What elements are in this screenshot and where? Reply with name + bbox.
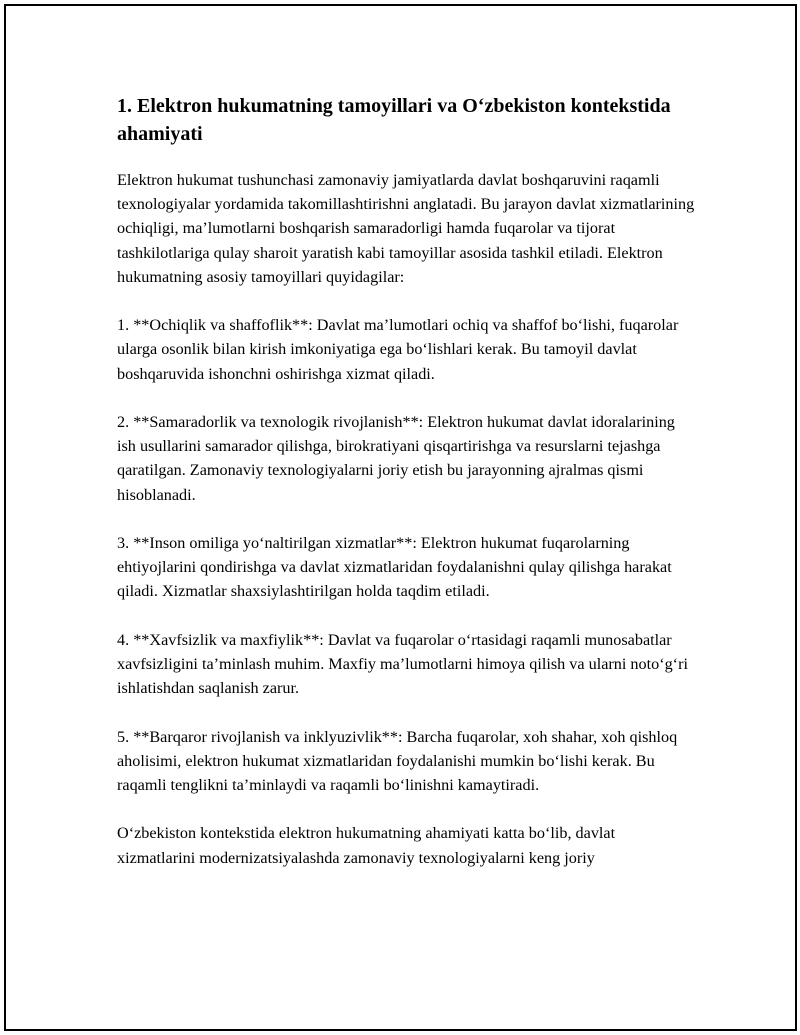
principle-efficiency-paragraph: 2. **Samaradorlik va texnologik rivojlanish**: Elektron hukumat davlat idoralarining ish usullarini samarador qilishga, birokratiyani qisqartirishga va resurslarni tejashga qaratilgan. Zamonaviy texnologiyalarni joriy etish bu jarayonning ajralmas qismi hisoblanadi. — [117, 413, 675, 504]
principle-citizen-services-paragraph: 3. **Inson omiliga yo‘naltirilgan xizmatlar**: Elektron hukumat fuqarolarning ehtiyojlarini qondirishga va davlat xizmatlaridan foydalanishni qulay qilishga harakat qiladi. Xizmatlar shaxsiylashtirilgan holda taqdim etiladi. — [117, 534, 672, 601]
principle-inclusivity-paragraph: 5. **Barqaror rivojlanish va inklyuzivlik**: Barcha fuqarolar, xoh shahar, xoh qishloq aholisimi, elektron hukumat xizmatlaridan foydalanishi mumkin bo‘lishi kerak. Bu raqamli tenglikni ta’minlaydi va raqamli bo‘linishni kamaytiradi. — [117, 727, 678, 794]
uzbekistan-context-paragraph: O‘zbekiston kontekstida elektron hukumatning ahamiyati katta bo‘lib, davlat xizmatlarini modernizatsiyalashda zamonaviy texnologiyalarni keng joriy — [117, 824, 616, 867]
section-heading: 1. Elektron hukumatning tamoyillari va O‘zbekiston kontekstida ahamiyati — [117, 95, 671, 145]
principle-security-paragraph: 4. **Xavfsizlik va maxfiylik**: Davlat va fuqarolar o‘rtasidagi raqamli munosabatlar xavfsizligini ta’minlash muhim. Maxfiy ma’lumotlarni himoya qilish va ularni noto‘g‘ri ishlatishdan saqlanish zarur. — [117, 630, 688, 698]
principle-openness-paragraph: 1. **Ochiqlik va shaffoflik**: Davlat ma’lumotlari ochiq va shaffof bo‘lishi, fuqarolar ularga osonlik bilan kirish imkoniyatiga ega bo‘lishlari kerak. Bu tamoyil davlat boshqaruvida ishonchni oshirishga xizmat qiladi. — [117, 316, 679, 383]
intro-paragraph: Elektron hukumat tushunchasi zamonaviy jamiyatlarda davlat boshqaruvini raqamli texnologiyalar yordamida takomillashtirishni anglatadi. Bu jarayon davlat xizmatlarining ochiqligi, ma’lumotlarni boshqarish samaradorligi hamda fuqarolar va tijorat tashkilotlariga qulay sharoit yaratish kabi tamoyillar asosida tashkil etiladi. Elektron hukumatning asosiy tamoyillari quyidagilar: — [117, 171, 695, 286]
document-body — [117, 92, 697, 870]
